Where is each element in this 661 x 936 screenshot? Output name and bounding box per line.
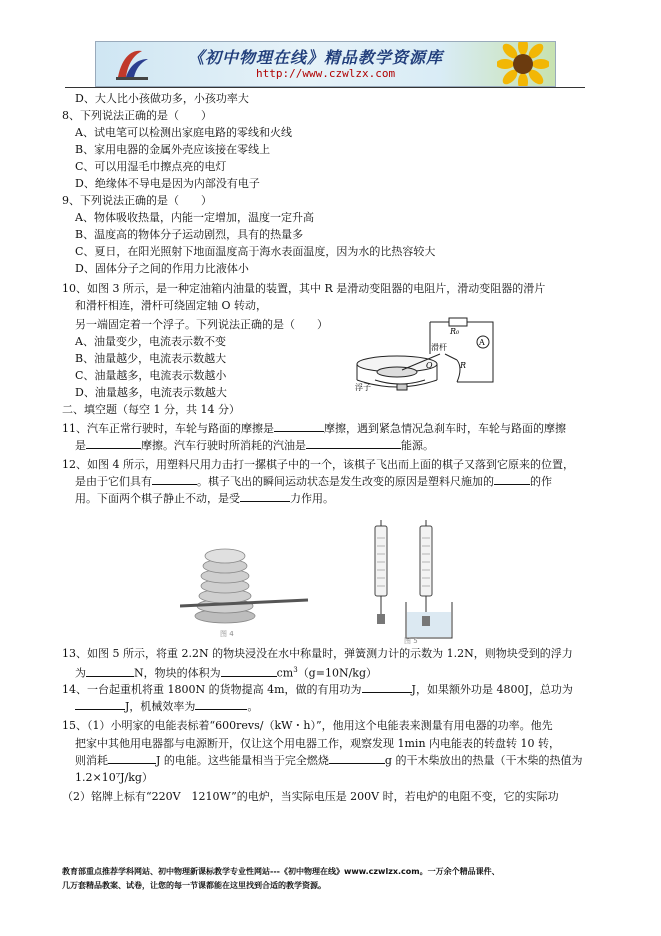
answer-blank[interactable] <box>75 698 125 710</box>
q10-option-c: C、油量越多，电流表示数越小 <box>75 369 227 382</box>
header-banner <box>95 41 556 87</box>
q10-option-d: D、油量越多，电流表示数越大 <box>75 386 227 399</box>
q15-line-1: 15、（1）小明家的电能表标着“600revs/（kW・h）”，他用这个电能表来测量有用电器的功率。他先 <box>62 719 553 732</box>
q12-line-3: 用。下面两个棋子静止不动，是受 力作用。 <box>75 492 334 505</box>
q12-line-2: 是由于它们具有 。棋子飞出的瞬间运动状态是发生改变的原因是塑料尺施加的 的作 <box>75 475 552 488</box>
q14-line-2: J，机械效率为 。 <box>75 698 258 715</box>
figure-5-spring-balance <box>370 520 460 645</box>
answer-blank[interactable] <box>240 490 290 502</box>
figure-4-chess-stack <box>180 540 310 640</box>
q11-line-2: 是 摩擦。汽车行驶时所消耗的汽油是 能源。 <box>75 439 434 452</box>
answer-blank[interactable] <box>86 437 141 449</box>
label-pivot: O <box>426 361 433 370</box>
answer-blank[interactable] <box>195 698 247 710</box>
label-resistor: R <box>460 361 467 370</box>
footer-line-1: 教育部重点推荐学科网站、初中物理新课标教学专业性网站---《初中物理在线》www.czwlzx.com。一万余个精品课件、 <box>62 867 500 876</box>
q10-stem-3: 另一端固定着一个浮子。下列说法正确的是（ ） <box>75 318 328 331</box>
figure-5-caption: 图 5 <box>404 637 418 645</box>
q8-option-b: B、家用电器的金属外壳应该接在零线上 <box>75 143 271 156</box>
header-rule <box>65 87 585 88</box>
q10-option-a: A、油量变少，电流表示数不变 <box>75 335 226 348</box>
answer-blank[interactable] <box>152 473 197 485</box>
label-slider: 滑杆 <box>431 343 447 352</box>
answer-blank[interactable] <box>306 437 401 449</box>
logo-icon <box>112 45 152 83</box>
figure-4-caption: 图 4 <box>220 630 234 638</box>
q10-option-b: B、油量越少，电流表示数越大 <box>75 352 227 365</box>
q15-line-3: 则消耗 J 的电能。这些能量相当于完全燃烧 g 的干木柴放出的热量（干木柴的热值为 <box>75 754 583 767</box>
q8-stem: 8、下列说法正确的是（ ） <box>62 109 212 122</box>
q9-option-b: B、温度高的物体分子运动剧烈，具有的热量多 <box>75 228 304 241</box>
answer-blank[interactable] <box>329 752 385 764</box>
q15-line-4: 1.2×10⁷J/kg） <box>75 771 153 784</box>
sunflower-icon <box>497 41 549 87</box>
q9-option-a: A、物体吸收热量，内能一定增加，温度一定升高 <box>75 211 314 224</box>
header-title: 《初中物理在线》精品教学资源库 <box>188 48 444 67</box>
q8-option-a: A、试电笔可以检测出家庭电路的零线和火线 <box>75 126 292 139</box>
label-float: 浮子 <box>355 383 371 392</box>
q13-line-1: 13、如图 5 所示，将重 2.2N 的物块浸没在水中称量时，弹簧测力计的示数为 1.2N，则物块受到的浮力 <box>62 647 573 660</box>
answer-blank[interactable] <box>274 420 324 432</box>
q9-stem: 9、下列说法正确的是（ ） <box>62 194 212 207</box>
q9-option-d: D、固体分子之间的作用力比液体小 <box>75 262 249 275</box>
q15-line-2: 把家中其他用电器都与电源断开，仅让这个用电器工作，观察发现 1min 内电能表的转盘转 10 转， <box>75 737 561 750</box>
answer-blank[interactable] <box>221 665 277 677</box>
ammeter-label: A <box>479 338 485 347</box>
q8-option-c: C、可以用湿毛巾擦点亮的电灯 <box>75 160 227 173</box>
q14-line-1: 14、一台起重机将重 1800N 的货物提高 4m，做的有用功为 J，如果额外功是 4800J，总功为 <box>62 683 573 696</box>
q15-line-5: （2）铭牌上标有“220V 1210W”的电炉，当实际电压是 200V 时，若电炉的电阻不变，它的实际功 <box>62 790 559 803</box>
q13-line-2: 为 N，物块的体积为 $cm^3(g=10N/kg)$ <box>75 666 377 680</box>
q8-option-d: D、绝缘体不导电是因为内部没有电子 <box>75 177 260 190</box>
label-r0: R₀ <box>450 327 460 336</box>
answer-blank[interactable] <box>86 665 134 677</box>
section-2-heading: 二、填空题（每空 1 分，共 14 分） <box>62 403 240 416</box>
answer-blank[interactable] <box>494 473 530 485</box>
answer-blank[interactable] <box>362 681 412 693</box>
q7-option-d: D、大人比小孩做功多，小孩功率大 <box>75 92 249 105</box>
q9-option-c: C、夏日，在阳光照射下地面温度高于海水表面温度，因为水的比热容较大 <box>75 245 436 258</box>
footer-line-2: 几万套精品教案、试卷，让您的每一节课都能在这里找到合适的教学资源。 <box>62 881 326 890</box>
q10-stem: 10、如图 3 所示，是一种定油箱内油量的装置，其中 R 是滑动变阻器的电阻片，滑动变阻器的滑片 <box>62 282 546 295</box>
q11-line-1: 11、汽车正常行驶时，车轮与路面的摩擦是 摩擦，遇到紧急情况急刹车时，车轮与路面的摩擦 <box>62 422 566 435</box>
q12-line-1: 12、如图 4 所示，用塑料尺用力击打一摞棋子中的一个，该棋子飞出而上面的棋子又落到它原来的位置， <box>62 458 574 471</box>
q10-stem-2: 和滑杆相连，滑杆可绕固定轴 O 转动， <box>75 299 268 312</box>
header-url[interactable]: http://www.czwlzx.com <box>256 67 396 80</box>
answer-blank[interactable] <box>108 752 156 764</box>
figure-3-circuit <box>345 310 505 406</box>
